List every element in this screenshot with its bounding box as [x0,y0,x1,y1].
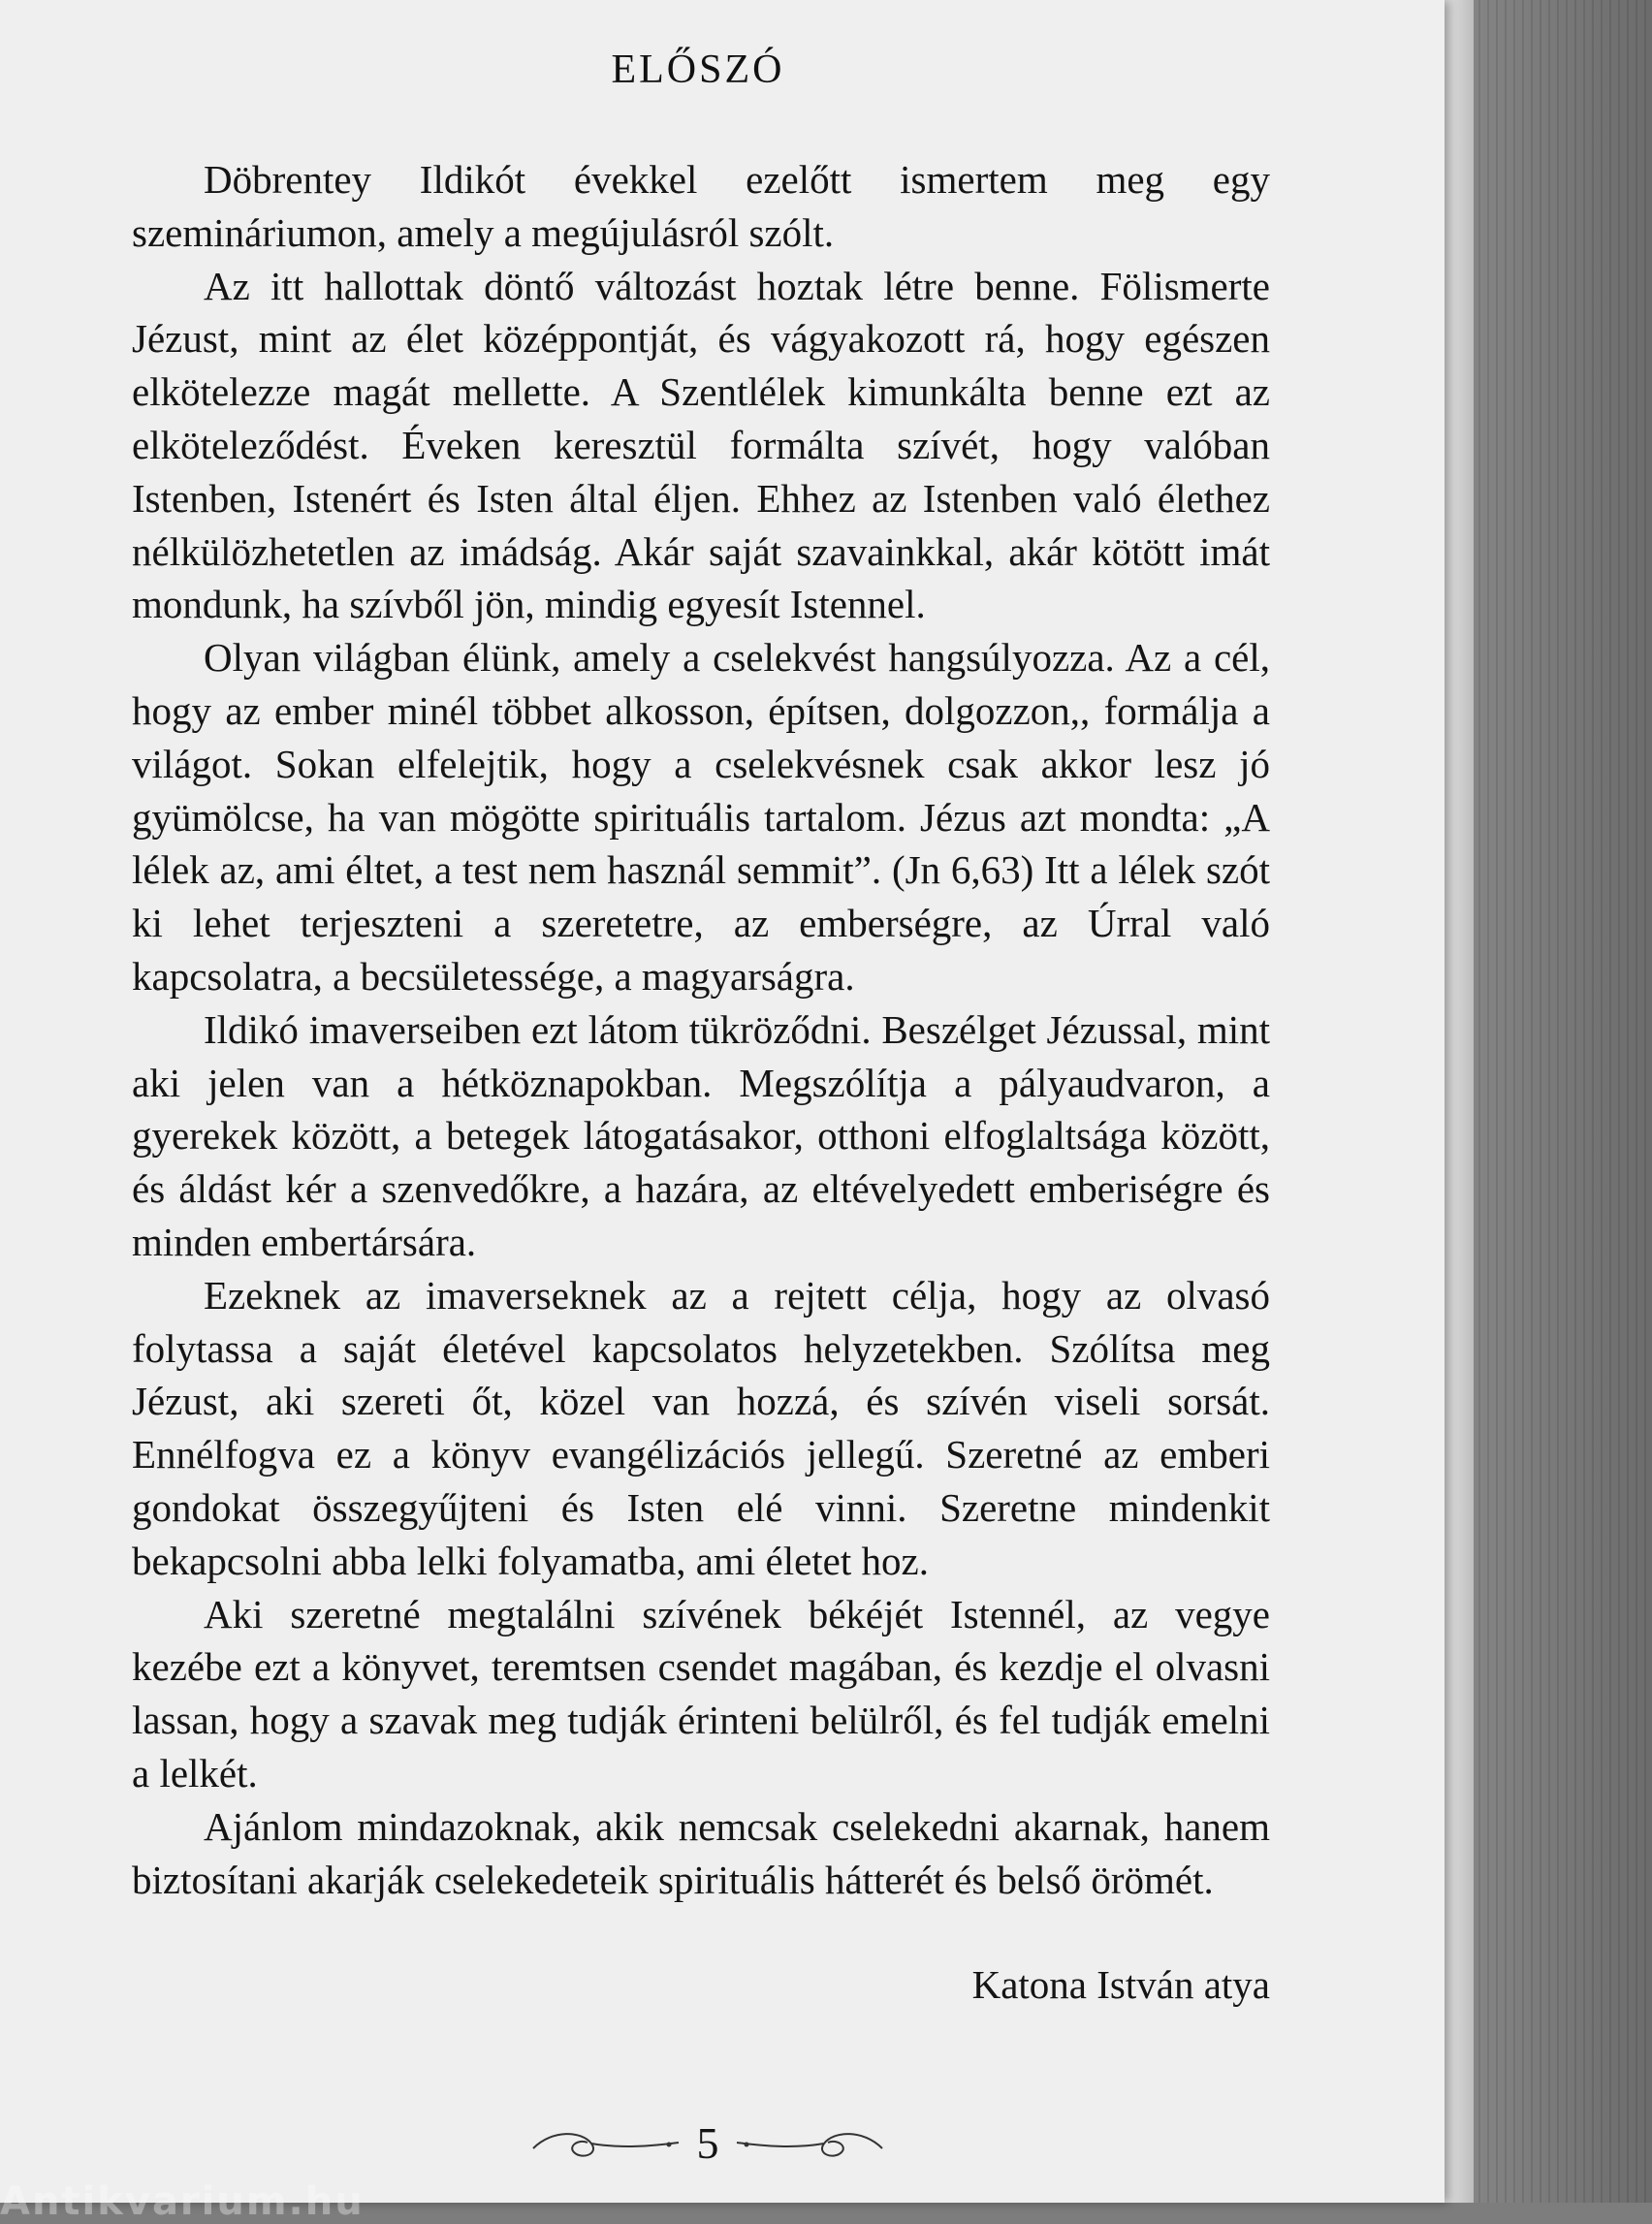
paragraph: Az itt hallottak döntő változást hoztak létre benne. Fölismerte Jézust, mint az élet középpontját, és vágyakozott rá, hogy egészen elkötelezze magát mellette. A Szentlélek kimunkálta benne ezt az elköteleződést. Éveken keresztül formálta szívét, hogy valóban Istenben, Istenért és Isten által éljen. Ehhez az Istenben való élethez nélkülözhetetlen az imádság. Akár saját szavainkkal, akár kötött imát mondunk, ha szívből jön, mindig egyesít Istennel. [132,263,1270,627]
page-number: 5 [696,2118,719,2168]
body-text [132,153,1270,1906]
paragraph: Döbrentey Ildikót évekkel ezelőtt ismertem meg egy szemináriumon, amely a megújulásról szólt. [132,157,1270,255]
watermark-text: Antikvarium.hu [0,2179,365,2224]
signature: Katona István atya [971,1962,1270,2007]
page-footer [524,2110,892,2177]
paragraph: Ajánlom mindazoknak, akik nemcsak cselekedni akarnak, hanem biztosítani akarják cselekedeteik spirituális hátterét és belső örömét. [132,1803,1270,1902]
paragraph: Ezeknek az imaverseknek az a rejtett célja, hogy az olvasó folytassa a saját életével kapcsolatos helyzetekben. Szólítsa meg Jézust, aki szereti őt, közel van hozzá, és szívén viseli sorsát. Ennélfogva ez a könyv evangélizációs jellegű. Szeretné az emberi gondokat összegyűjteni és Isten elé vinni. Szeretne mindenkit bekapcsolni abba lelki folyamatba, ami életet hoz. [132,1272,1270,1583]
paragraph: Aki szeretné megtalálni szívének békéjét Istennél, az vegye kezébe ezt a könyvet, teremtsen csendet magában, és kezdje el olvasni lassan, hogy a szavak meg tudják érinteni belülről, és fel tudják emelni a lelkét. [132,1591,1270,1795]
paragraph: Ildikó imaverseiben ezt látom tükröződni. Beszélget Jézussal, mint aki jelen van a hétköznapokban. Megszólítja a pályaudvaron, a gyerekek között, a betegek látogatásakor, otthoni elfoglaltsága között, és áldást kér a szenvedőkre, a hazára, az eltévelyedett emberiségre és minden embertársára. [132,1006,1270,1264]
page-title: ELŐSZÓ [611,48,785,92]
paragraph: Olyan világban élünk, amely a cselekvést hangsúlyozza. Az a cél, hogy az ember minél többet alkosson, építsen, dolgozzon,, formálja a világot. Sokan elfelejtik, hogy a cselekvésnek csak akkor lesz jó gyümölcse, ha van mögötte spirituális tartalom. Jézus azt mondta: „A lélek az, ami éltet, a test nem használ semmit”. (Jn 6,63) Itt a lélek szót ki lehet terjeszteni a szeretetre, az emberségre, az Úrral való kapcsolatra, a becsületessége, a magyarságra. [132,635,1270,999]
